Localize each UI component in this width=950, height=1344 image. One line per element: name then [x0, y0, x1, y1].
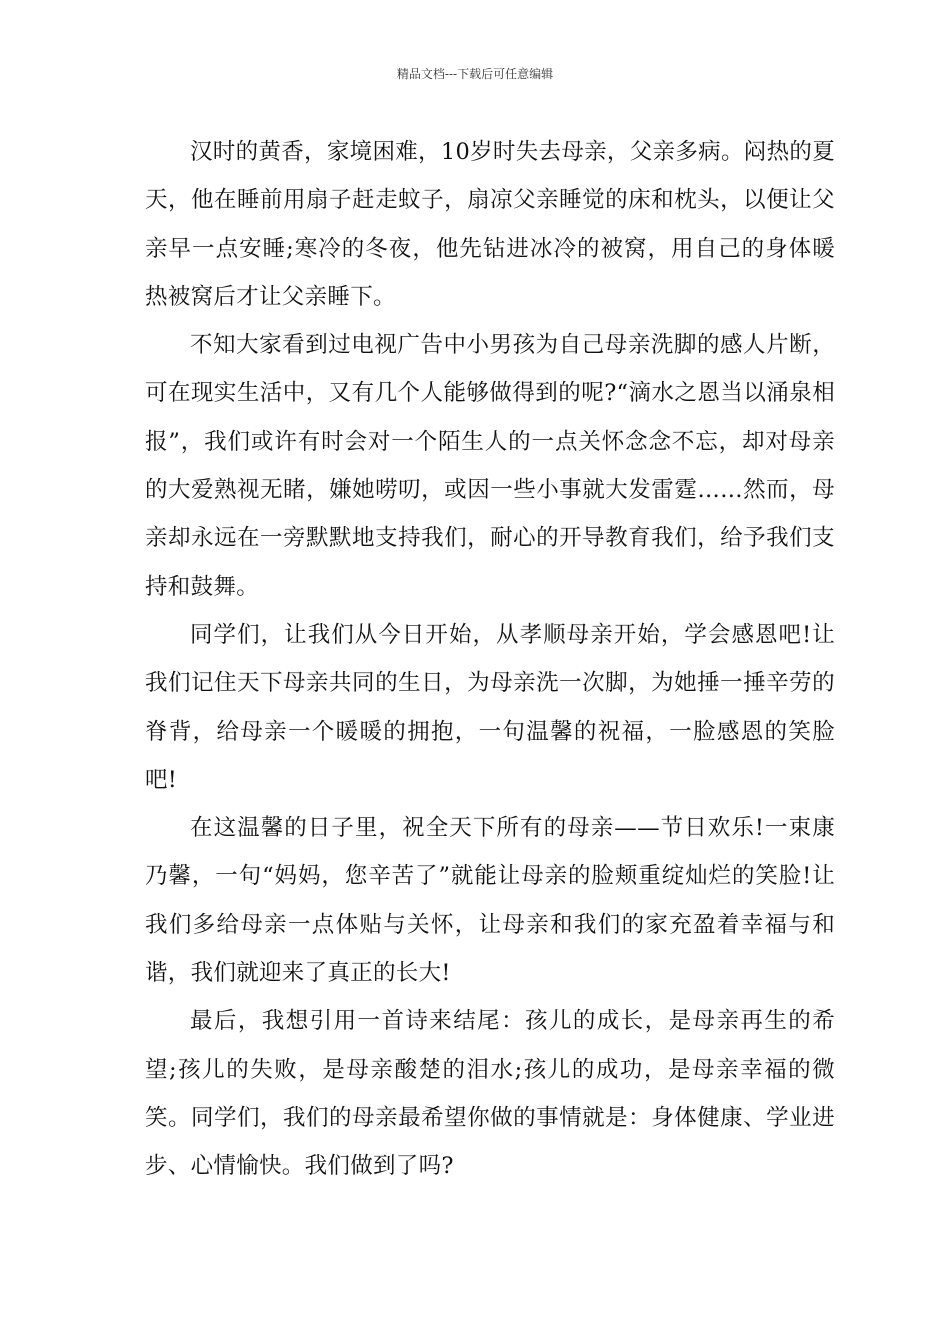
paragraph: 同学们，让我们从今日开始，从孝顺母亲开始，学会感恩吧!让我们记住天下母亲共同的生日，为母亲洗一次脚，为她捶一捶辛劳的脊背，给母亲一个暖暖的拥抱，一句温馨的祝福，一脸感恩的笑脸吧!: [145, 621, 835, 793]
paragraph: 最后，我想引用一首诗来结尾：孩儿的成长，是母亲再生的希望;孩儿的失败，是母亲酸楚的泪水;孩儿的成功，是母亲幸福的微笑。同学们，我们的母亲最希望你做的事情就是：身体健康、学业进步、心情愉快。我们做到了吗?: [145, 1008, 835, 1180]
paragraph: 不知大家看到过电视广告中小男孩为自己母亲洗脚的感人片断，可在现实生活中，又有几个人能够做得到的呢?“滴水之恩当以涌泉相报”，我们或许有时会对一个陌生人的一点关怀念念不忘，却对母亲的大爱熟视无睹，嫌她唠叨，或因一些小事就大发雷霆……然而，母亲却永远在一旁默默地支持我们，耐心的开导教育我们，给予我们支持和鼓舞。: [145, 332, 835, 600]
paragraph: 汉时的黄香，家境困难，10岁时失去母亲，父亲多病。闷热的夏天，他在睡前用扇子赶走蚊子，扇凉父亲睡觉的床和枕头，以便让父亲早一点安睡;寒冷的冬夜，他先钻进冰冷的被窝，用自己的身体暖热被窝后才让父亲睡下。: [145, 139, 835, 310]
page-header: 精品文档---下载后可任意编辑: [396, 67, 554, 81]
paragraph: 在这温馨的日子里，祝全天下所有的母亲——节日欢乐!一束康乃馨，一句“妈妈，您辛苦了”就能让母亲的脸颊重绽灿烂的笑脸!让我们多给母亲一点体贴与关怀，让母亲和我们的家充盈着幸福与和谐，我们就迎来了真正的长大!: [145, 815, 835, 987]
document-body: [145, 128, 835, 1191]
